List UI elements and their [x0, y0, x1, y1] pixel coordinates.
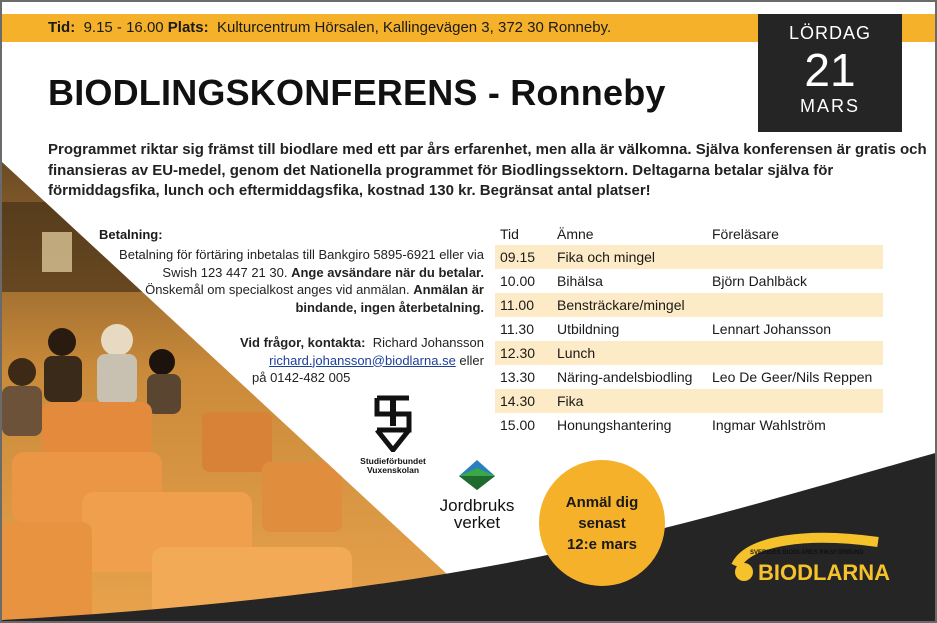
- row-time: 15.00: [500, 417, 536, 433]
- contact-block: [202, 334, 484, 387]
- table-row: [495, 365, 883, 389]
- date-month: MARS: [799, 96, 860, 116]
- register-deadline-badge: [539, 460, 665, 586]
- date-box: [758, 14, 902, 132]
- payment-bold-2: Anmälan är bindande, ingen återbetalning.: [295, 282, 484, 315]
- row-topic: Lunch: [557, 345, 596, 361]
- row-time: 14.30: [500, 393, 536, 409]
- contact-email-suffix: eller: [459, 352, 484, 368]
- row-topic: Bihälsa: [557, 273, 603, 289]
- payment-plain: Betalning för förtäring inbetalas till Bankgiro 5895-6921 eller via Swish 123 447 21 30.: [119, 247, 484, 280]
- table-row: [495, 245, 883, 269]
- payment-text: [112, 246, 484, 316]
- time-label: Tid:: [48, 19, 76, 36]
- schedule-table: [495, 223, 883, 437]
- badge-line-3: 12:e mars: [566, 535, 638, 553]
- header-speaker: Föreläsare: [712, 226, 779, 242]
- row-topic: Fika och mingel: [557, 249, 656, 265]
- intro-text: Programmet riktar sig främst till biodlare med ett par års erfarenhet, men alla är välkomna. Själva konferensen är gratis och finansieras av EU-medel, genom det Nationella programmet för Biodlingssektorn. Deltagarna betalar själva för förmiddagsfika, lunch och eftermiddagsfika, kostnad 130 kr. Begränsat antal platser!: [48, 141, 927, 199]
- payment-heading: Betalning:: [99, 227, 163, 242]
- header-topic: Ämne: [557, 226, 594, 242]
- bottom-wave: [2, 432, 937, 623]
- contact-label: Vid frågor, kontakta:: [240, 335, 366, 350]
- badge-line-1: Anmäl dig: [565, 493, 639, 511]
- row-speaker: Leo De Geer/Nils Reppen: [712, 369, 873, 385]
- page-title: BIODLINGSKONFERENS - Ronneby: [48, 72, 666, 113]
- sv-name-2: Vuxenskolan: [366, 465, 420, 475]
- bee-icon: [735, 563, 753, 581]
- jb-name-2: verket: [453, 513, 501, 532]
- event-info: [48, 19, 611, 36]
- row-time: 13.30: [500, 369, 536, 385]
- row-time: 09.15: [500, 249, 536, 265]
- row-time: 11.00: [500, 297, 534, 313]
- table-row: [495, 389, 883, 413]
- payment-plain-2: Önskemål om specialkost anges vid anmälan.: [145, 282, 410, 297]
- row-topic: Utbildning: [557, 321, 620, 337]
- table-row: [495, 317, 883, 341]
- row-time: 12.30: [500, 345, 536, 361]
- row-topic: Bensträckare/mingel: [557, 297, 685, 313]
- biodlarna-name: BIODLARNA: [758, 560, 890, 585]
- row-speaker: Ingmar Wahlström: [712, 417, 826, 433]
- header-time: Tid: [500, 226, 519, 242]
- row-time: 10.00: [500, 273, 536, 289]
- biodlarna-ring-text: SVERIGES BIODLARES RIKSFÖRBUND: [750, 550, 864, 556]
- time-value: 9.15 - 16.00: [83, 19, 164, 36]
- row-topic: Näring-andelsbiodling: [557, 369, 693, 385]
- schedule-header: [495, 223, 883, 245]
- contact-name: Richard Johansson: [372, 335, 484, 350]
- contact-email-link[interactable]: richard.johansson@biodlarna.se: [269, 352, 456, 368]
- badge-line-2: senast: [578, 514, 626, 532]
- row-topic: Fika: [557, 393, 584, 409]
- table-row: [495, 341, 883, 365]
- payment-bold-1: Ange avsändare när du betalar.: [291, 264, 484, 280]
- place-label: Plats:: [167, 19, 209, 36]
- row-speaker: Lennart Johansson: [712, 321, 832, 337]
- row-time: 11.30: [500, 321, 534, 337]
- row-topic: Honungshantering: [557, 417, 672, 433]
- table-row: [495, 293, 883, 317]
- date-weekday: LÖRDAG: [788, 23, 872, 43]
- contact-phone: på 0142-482 005: [252, 370, 351, 385]
- jb-name-1: Jordbruks: [439, 496, 515, 515]
- sv-name-1: Studieförbundet: [360, 456, 426, 466]
- row-speaker: Björn Dahlbäck: [712, 273, 807, 289]
- table-row: [495, 269, 883, 293]
- place-value: Kulturcentrum Hörsalen, Kallingevägen 3, 372 30 Ronneby.: [217, 19, 612, 36]
- date-day: 21: [804, 44, 856, 96]
- biodlarna-logo: [728, 532, 908, 592]
